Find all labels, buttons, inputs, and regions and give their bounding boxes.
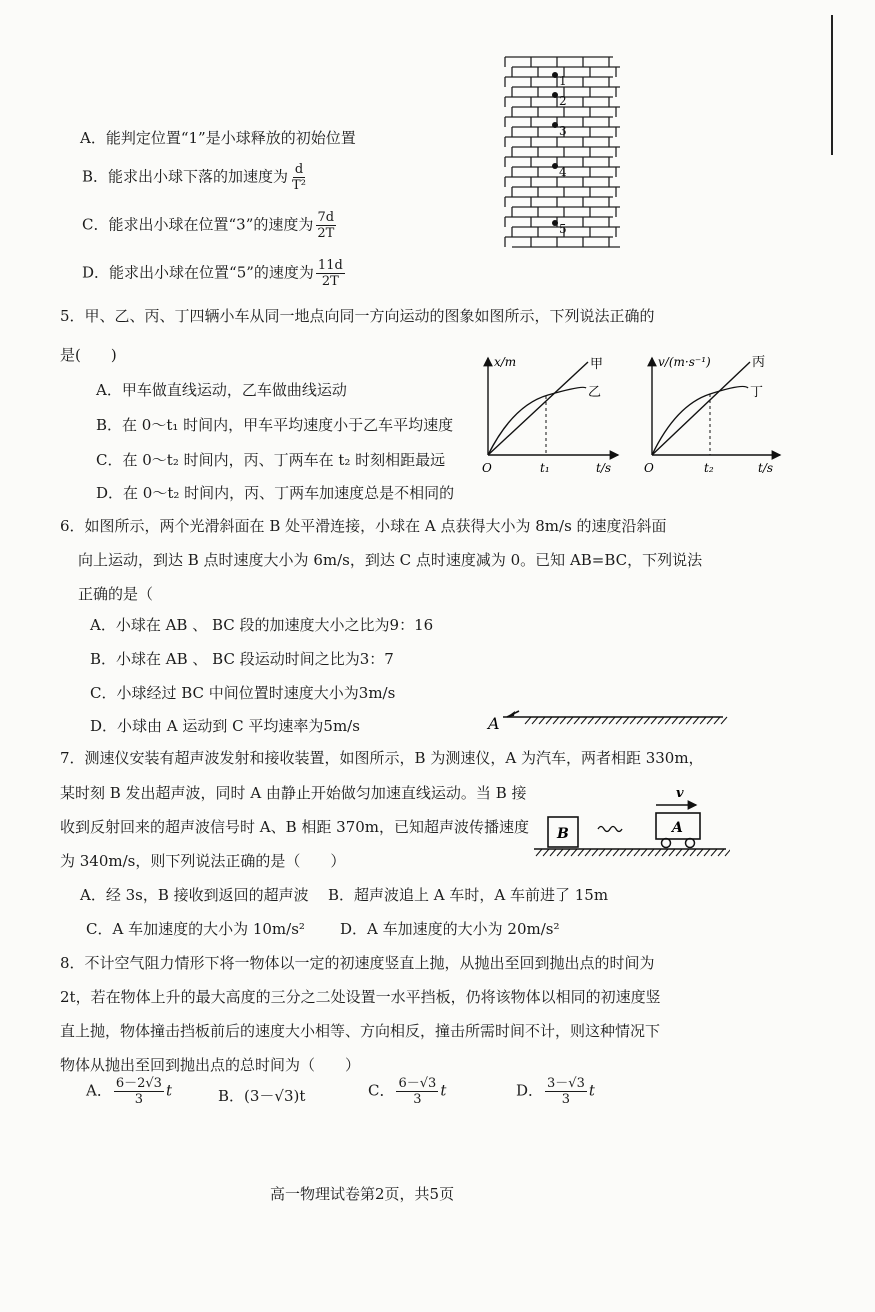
q6-option-d: D．小球由 A 运动到 C 平均速率为5m/s — [90, 717, 360, 735]
meter-b-label: B — [557, 826, 569, 842]
ball-position-2 — [552, 92, 558, 98]
q5-stem-line1: 5．甲、乙、丙、丁四辆小车从同一地点向同一方向运动的图象如图所示，下列说法正确的 — [60, 307, 655, 325]
q8-stem-line4: 物体从抛出至回到抛出点的总时间为（ ） — [60, 1056, 361, 1074]
line-jia — [488, 362, 588, 455]
speed-meter-figure — [530, 785, 730, 860]
incline-point-a: A — [488, 714, 500, 733]
incline-figure — [485, 702, 730, 734]
q7-stem-line3: 收到反射回来的超声波信号时 A、B 相距 370m，已知超声波传播速度 — [60, 818, 530, 836]
position-label-2: 2 — [559, 94, 567, 108]
q5-option-d: D．在 0～t₂ 时间内，丙、丁两车加速度总是不相同的 — [96, 484, 455, 502]
q6-stem-line3: 正确的是（ — [78, 585, 154, 603]
scan-edge-line — [831, 15, 833, 155]
q5-option-c: C．在 0～t₂ 时间内，丙、丁两车在 t₂ 时刻相距最远 — [96, 451, 446, 469]
q4-option-a: A．能判定位置“1”是小球释放的初始位置 — [80, 129, 356, 147]
line-bing — [652, 362, 750, 455]
q7-option-c: C．A 车加速度的大小为 10m/s² — [86, 920, 305, 938]
xt-tick: t₁ — [540, 461, 550, 475]
velocity-label: v — [676, 786, 684, 801]
q5-stem-line2: 是( ) — [60, 346, 117, 364]
vt-curve-label: 丁 — [750, 385, 764, 400]
q6-stem-line1: 6．如图所示，两个光滑斜面在 B 处平滑连接，小球在 A 点获得大小为 8m/s 的速度沿斜面 — [60, 517, 667, 535]
ultrasound-wave-icon — [598, 827, 622, 832]
vt-origin: O — [644, 461, 654, 475]
q5-option-b: B．在 0～t₁ 时间内，甲车平均速度小于乙车平均速度 — [96, 416, 454, 434]
q7-option-d: D．A 车加速度的大小为 20m/s² — [340, 920, 560, 938]
page-footer: 高一物理试卷第2页，共5页 — [270, 1185, 455, 1203]
q7-option-b: B．超声波追上 A 车时，A 车前进了 15m — [328, 886, 609, 904]
q8-stem-line2: 2t，若在物体上升的最大高度的三分之二处设置一水平挡板，仍将该物体以相同的初速度竖 — [60, 988, 661, 1006]
q4-option-d: D．能求出小球在位置“5”的速度为 $\frac{11d}{2T}$ — [82, 258, 343, 289]
position-label-3: 3 — [559, 124, 567, 138]
q6-option-c: C．小球经过 BC 中间位置时速度大小为3m/s — [90, 684, 396, 702]
position-label-1: 1 — [559, 74, 567, 88]
vt-graph — [640, 350, 790, 480]
q8-option-a: A． $\frac{6-2√3}{3}$ t — [86, 1076, 172, 1107]
ball-position-3 — [552, 122, 558, 128]
q8-option-c: C． $\frac{6-√3}{3}$ t — [368, 1076, 447, 1107]
q8-option-d: D． $\frac{3-√3}{3}$ t — [516, 1076, 595, 1107]
vt-ylabel: v/(m·s⁻¹) — [658, 355, 711, 369]
q6-option-b: B．小球在 AB 、 BC 段运动时间之比为3：7 — [90, 650, 394, 668]
ball-position-4 — [552, 163, 558, 169]
q8-option-b: B．(3－√3)t — [218, 1087, 306, 1105]
q6-option-a: A．小球在 AB 、 BC 段的加速度大小之比为9：16 — [90, 616, 434, 634]
curve-yi — [488, 387, 586, 455]
car-a-label: A — [672, 820, 683, 836]
xt-curve-label: 乙 — [588, 385, 602, 400]
xt-graph — [478, 350, 628, 480]
brick-wall-figure — [495, 55, 635, 255]
q4-option-b: B．能求出小球下落的加速度为 $\frac{d}{\text{T²}}$ — [82, 162, 306, 193]
q7-stem-line4: 为 340m/s，则下列说法正确的是（ ） — [60, 852, 346, 870]
curve-ding — [652, 386, 748, 455]
xt-xlabel: t/s — [596, 461, 612, 475]
ball-position-1 — [552, 72, 558, 78]
vt-tick: t₂ — [704, 461, 714, 475]
q7-stem-line1: 7．测速仪安装有超声波发射和接收装置，如图所示，B 为测速仪，A 为汽车，两者相距 330m， — [60, 749, 704, 767]
q5-option-a: A．甲车做直线运动，乙车做曲线运动 — [96, 381, 347, 399]
xt-line-label: 甲 — [590, 357, 604, 372]
q8-stem-line1: 8．不计空气阻力情形下将一物体以一定的初速度竖直上抛，从抛出至回到抛出点的时间为 — [60, 954, 655, 972]
position-label-5: 5 — [559, 222, 567, 236]
vt-line-label: 丙 — [752, 355, 766, 370]
vt-xlabel: t/s — [758, 461, 774, 475]
q7-stem-line2: 某时刻 B 发出超声波，同时 A 由静止开始做匀加速直线运动。当 B 接 — [60, 784, 527, 802]
xt-origin: O — [482, 461, 492, 475]
ball-position-5 — [552, 220, 558, 226]
xt-ylabel: x/m — [494, 355, 517, 369]
q4-option-c: C．能求出小球在位置“3”的速度为 $\frac{7d}{2T}$ — [82, 210, 335, 241]
q7-option-a: A．经 3s，B 接收到返回的超声波 — [80, 886, 309, 904]
q6-stem-line2: 向上运动，到达 B 点时速度大小为 6m/s，到达 C 点时速度减为 0。已知 AB=BC，下列说法 — [78, 551, 703, 569]
position-label-4: 4 — [559, 165, 567, 179]
q8-stem-line3: 直上抛，物体撞击挡板前后的速度大小相等、方向相反，撞击所需时间不计，则这种情况下 — [60, 1022, 661, 1040]
